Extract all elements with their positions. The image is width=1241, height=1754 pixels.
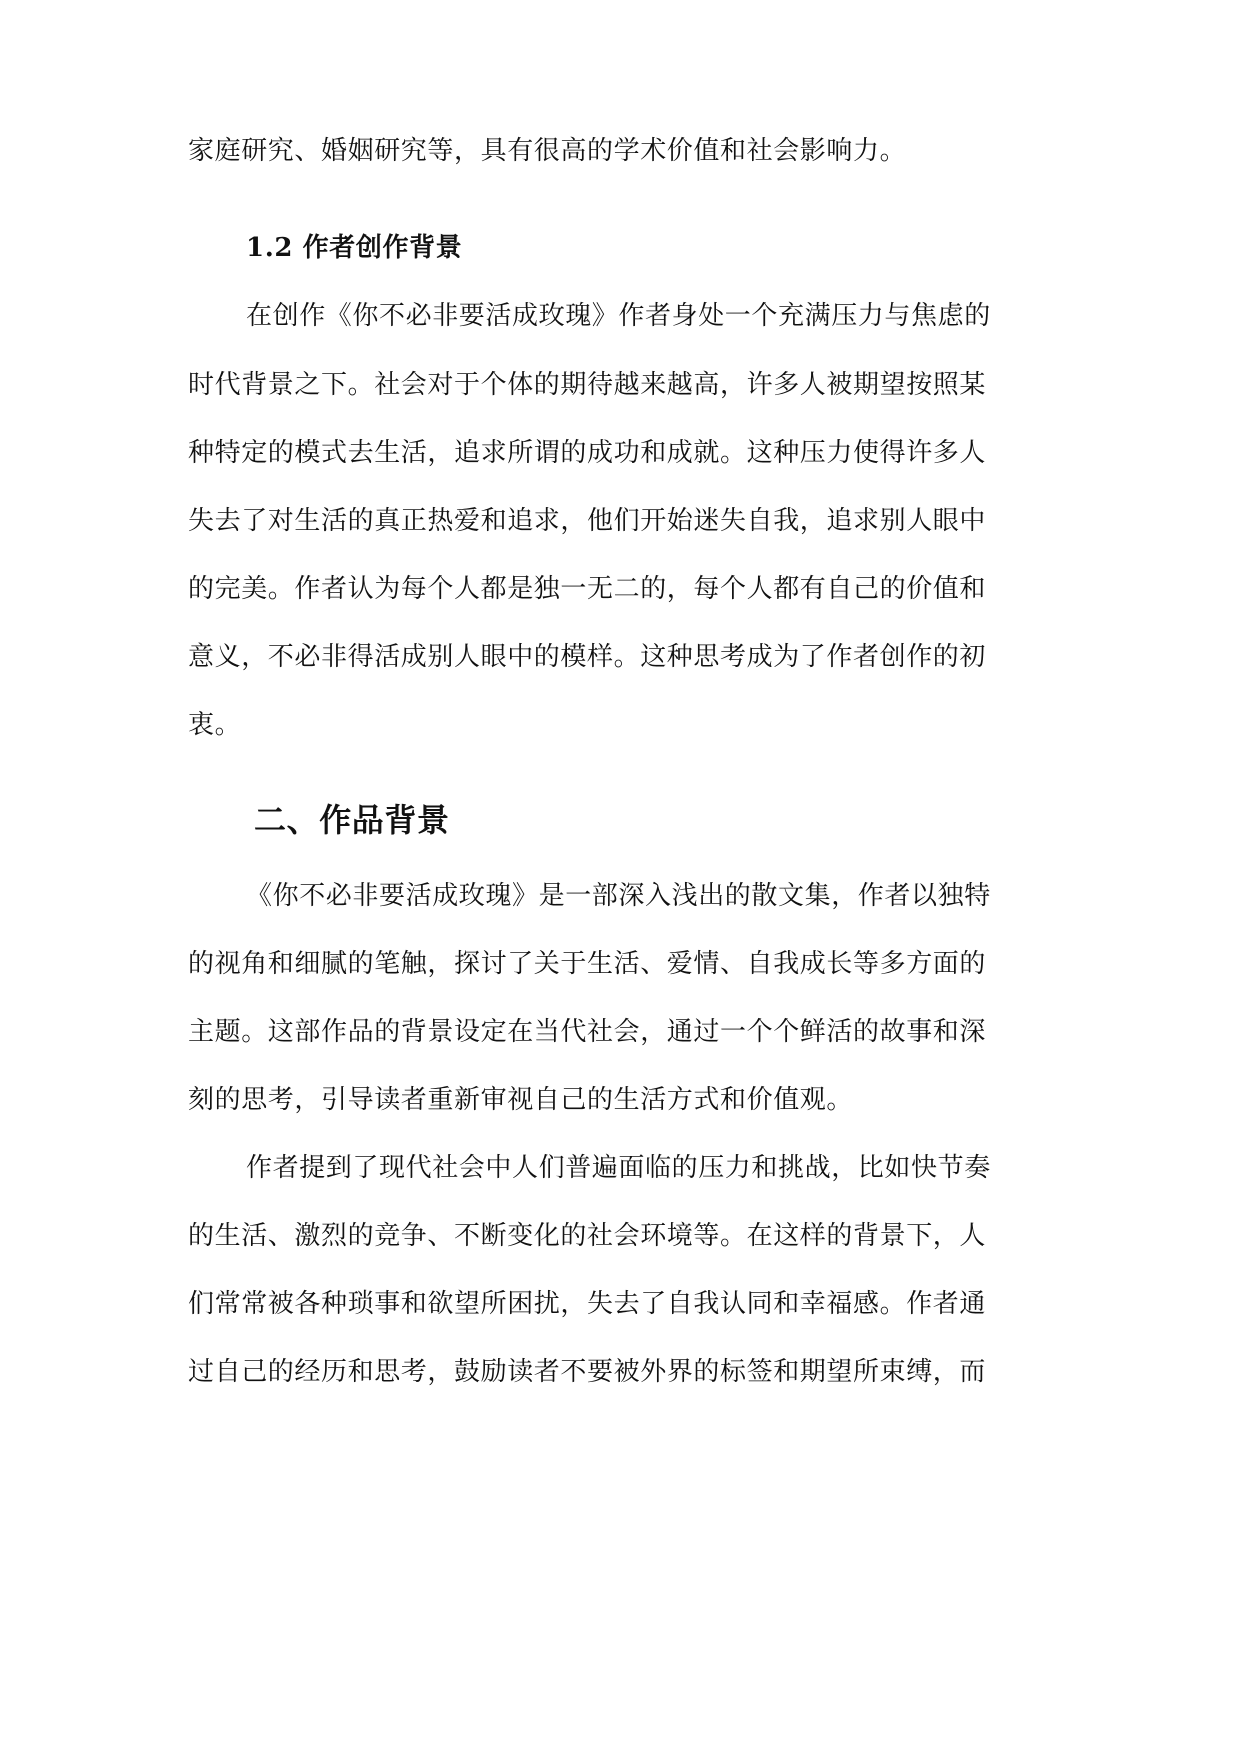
paragraph-line: 衷。 <box>188 710 242 740</box>
section-heading-2: 二、作品背景 <box>254 801 450 839</box>
paragraph-line: 过自己的经历和思考，鼓励读者不要被外界的标签和期望所束缚，而 <box>188 1357 987 1387</box>
paragraph-line: 在创作《你不必非要活成玫瑰》作者身处一个充满压力与焦虑的 <box>246 301 991 331</box>
paragraph-line: 《你不必非要活成玫瑰》是一部深入浅出的散文集，作者以独特 <box>246 881 991 911</box>
paragraph-line: 种特定的模式去生活，追求所谓的成功和成就。这种压力使得许多人 <box>188 438 987 468</box>
paragraph-line: 作者提到了现代社会中人们普遍面临的压力和挑战，比如快节奏 <box>246 1153 991 1183</box>
paragraph-line: 主题。这部作品的背景设定在当代社会，通过一个个鲜活的故事和深 <box>188 1017 987 1047</box>
section-heading-1-2: 1.2 作者创作背景 <box>246 233 463 263</box>
paragraph-line: 意义，不必非得活成别人眼中的模样。这种思考成为了作者创作的初 <box>188 642 987 672</box>
paragraph-line: 失去了对生活的真正热爱和追求，他们开始迷失自我，追求别人眼中 <box>188 506 987 536</box>
paragraph-line: 刻的思考，引导读者重新审视自己的生活方式和价值观。 <box>188 1085 854 1115</box>
paragraph-line: 家庭研究、婚姻研究等，具有很高的学术价值和社会影响力。 <box>188 136 907 166</box>
paragraph-line: 的完美。作者认为每个人都是独一无二的，每个人都有自己的价值和 <box>188 574 987 604</box>
paragraph-line: 的视角和细腻的笔触，探讨了关于生活、爱情、自我成长等多方面的 <box>188 949 987 979</box>
paragraph-line: 时代背景之下。社会对于个体的期待越来越高，许多人被期望按照某 <box>188 370 987 400</box>
paragraph-line: 们常常被各种琐事和欲望所困扰，失去了自我认同和幸福感。作者通 <box>188 1289 987 1319</box>
paragraph-line: 的生活、激烈的竞争、不断变化的社会环境等。在这样的背景下，人 <box>188 1221 987 1251</box>
